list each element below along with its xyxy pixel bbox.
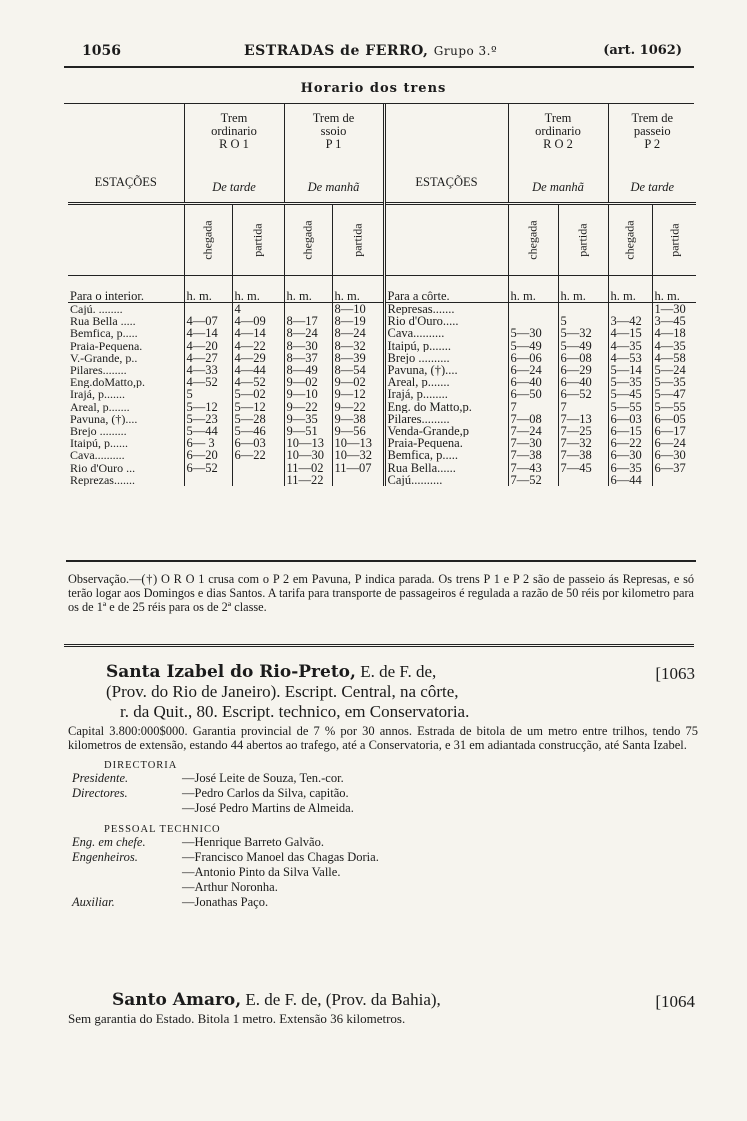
time-cell: 11—02	[284, 462, 332, 474]
dep-label	[652, 204, 696, 276]
time-cell: 6—35	[608, 462, 652, 474]
timetable-title: Horario dos trens	[300, 81, 447, 96]
time-cell: 4—53	[608, 352, 652, 364]
table-row	[68, 376, 696, 388]
time-cell: 11—07	[332, 462, 384, 474]
pessoal-title: PESSOAL TECHNICO	[104, 824, 221, 835]
time-cell: 5—46	[232, 425, 284, 437]
time-cell: 8—10	[332, 303, 384, 316]
time-cell: 5—55	[608, 401, 652, 413]
time-cell	[184, 474, 232, 486]
table-row	[68, 462, 696, 474]
time-cell: 5—47	[652, 388, 696, 400]
station-cell: Irajá, p.......	[70, 388, 125, 401]
pessoal-row	[72, 865, 698, 880]
time-cell	[232, 474, 284, 486]
time-cell: 6—30	[652, 449, 696, 461]
time-cell: 3—42	[608, 315, 652, 327]
station-cell: Pilares.........	[384, 413, 508, 425]
time-cell: 9—22	[284, 401, 332, 413]
dep-text: partida	[350, 223, 365, 257]
time-cell: 8—39	[332, 352, 384, 364]
time-cell	[332, 474, 384, 486]
role: Auxiliar.	[72, 895, 115, 909]
station-cell: Eng.doMatto,p.	[70, 376, 145, 389]
running-title	[244, 43, 497, 59]
time-cell: 5—35	[652, 376, 696, 388]
station-cell: Bemfica, p.....	[70, 327, 138, 340]
time-cell: 9—12	[332, 388, 384, 400]
time-cell: 9—22	[332, 401, 384, 413]
pessoal-row	[72, 895, 698, 910]
header-rule	[64, 66, 694, 68]
time-cell: 5—49	[558, 340, 608, 352]
time-cell: 5—14	[608, 364, 652, 376]
hm-label: h. m.	[232, 276, 284, 303]
train-ro1-sub: ordinario	[211, 124, 257, 138]
station-cell: Irajá, p........	[384, 388, 508, 400]
table-row	[68, 401, 696, 413]
time-cell: 6—30	[608, 449, 652, 461]
directoria-row	[72, 771, 698, 786]
person: —Pedro Carlos da Silva, capitão.	[182, 786, 349, 800]
time-cell: 8—24	[332, 327, 384, 339]
table-row	[68, 315, 696, 327]
table-row	[68, 388, 696, 400]
time-cell: 4—14	[232, 327, 284, 339]
observation-note: Observação.—(†) O R O 1 crusa com o P 2 em Pavuna, P indica parada. Os trens P 1 e P 2 são de passeio ás Represas, e só terão logar aos Domingos e dias Santos. A tarifa para transporte de passageiros é regulada a razão de 50 réis por kilometro para os de 1ª e de 25 réis para os de 2ª classe.	[68, 572, 694, 614]
station-cell: Eng. do Matto,p.	[384, 401, 508, 413]
person: —Arthur Noronha.	[182, 880, 278, 894]
table-row	[68, 425, 696, 437]
time-cell: 7—45	[558, 462, 608, 474]
time-cell	[558, 474, 608, 486]
arr-text: chegada	[525, 220, 540, 260]
time-cell: 6—22	[232, 449, 284, 461]
station-cell: Cajú..........	[384, 474, 508, 486]
company-1064-desc: Sem garantia do Estado. Bitola 1 metro. Extensão 36 kilometros.	[68, 1011, 406, 1026]
time-cell: 5—55	[652, 401, 696, 413]
train-p2-header	[608, 104, 696, 172]
time-cell: 5—44	[184, 425, 232, 437]
time-cell: 1—30	[652, 303, 696, 316]
company-1063-type: E. de F. de,	[360, 662, 437, 681]
station-cell: Rio d'Ouro ...	[70, 461, 136, 474]
time-cell: 10—30	[284, 449, 332, 461]
train-ro2-header	[508, 104, 608, 172]
train-ro1-name: Trem	[220, 111, 248, 125]
table-row	[68, 449, 696, 461]
timetable	[68, 104, 696, 486]
time-cell: 6—06	[508, 352, 558, 364]
time-cell: 6—22	[608, 437, 652, 449]
station-cell: Cava..........	[70, 449, 125, 462]
train-p2-code: P 2	[644, 137, 661, 151]
arr-dep-row	[68, 204, 696, 276]
station-cell: Rua Bella......	[384, 462, 508, 474]
arr-text: chegada	[200, 220, 215, 260]
hm-label: h. m.	[184, 276, 232, 303]
station-cell: Areal, p.......	[384, 376, 508, 388]
time-cell: 8—30	[284, 340, 332, 352]
direction-left: Para o interior.	[68, 276, 184, 303]
time-cell: 7—43	[508, 462, 558, 474]
time-cell: 9—10	[284, 388, 332, 400]
train-p1-header	[284, 104, 384, 172]
time-cell: 5—23	[184, 413, 232, 425]
time-cell: 8—24	[284, 327, 332, 339]
time-cell: 7—38	[558, 449, 608, 461]
time-cell: 6—40	[508, 376, 558, 388]
time-cell: 4—33	[184, 364, 232, 376]
time-cell: 6— 3	[184, 437, 232, 449]
time-cell: 6—44	[608, 474, 652, 486]
person: —Antonio Pinto da Silva Valle.	[182, 865, 341, 879]
time-cell: 5—30	[508, 327, 558, 339]
time-cell: 6—52	[184, 462, 232, 474]
dep-label	[332, 204, 384, 276]
time-cell: 6—52	[558, 388, 608, 400]
hm-label: h. m.	[652, 276, 696, 303]
company-1063-line1	[68, 662, 698, 682]
p2-time-of-day: De tarde	[608, 172, 696, 204]
time-cell: 5—35	[608, 376, 652, 388]
company-1064-line1	[68, 990, 698, 1010]
time-cell: 8—49	[284, 364, 332, 376]
time-cell: 4	[232, 303, 284, 316]
role: Engenheiros.	[72, 850, 138, 864]
station-cell: Cajú. ........	[70, 302, 123, 316]
time-cell: 4—07	[184, 315, 232, 327]
time-cell: 3—45	[652, 315, 696, 327]
dep-text: partida	[250, 223, 265, 257]
station-cell: Bemfica, p.....	[384, 449, 508, 461]
arr-label	[184, 204, 232, 276]
train-p2-name: Trem de	[631, 111, 674, 125]
hm-label: h. m.	[332, 276, 384, 303]
direction-row	[68, 276, 696, 303]
role: Eng. em chefe.	[72, 835, 146, 849]
time-cell: 6—37	[652, 462, 696, 474]
role: Presidente.	[72, 771, 129, 785]
train-p1-name: Trem de	[312, 111, 355, 125]
pessoal-row	[72, 835, 698, 850]
pessoal-row	[72, 880, 698, 895]
time-cell: 4—52	[184, 376, 232, 388]
company-1064	[68, 990, 698, 1026]
time-cell: 10—32	[332, 449, 384, 461]
time-cell: 5—45	[608, 388, 652, 400]
time-cell: 7—25	[558, 425, 608, 437]
stations-header-right	[384, 104, 508, 204]
station-cell: Itaipú, p.......	[384, 340, 508, 352]
directoria-title: DIRECTORIA	[104, 760, 178, 771]
time-cell: 8—19	[332, 315, 384, 327]
hm-label: h. m.	[508, 276, 558, 303]
time-cell: 5—12	[184, 401, 232, 413]
table-row	[68, 413, 696, 425]
running-header	[64, 41, 694, 65]
station-cell: Venda-Grande,p	[384, 425, 508, 437]
person: —Francisco Manoel das Chagas Doria.	[182, 850, 379, 864]
company-1063-line3: r. da Quit., 80. Escript. technico, em Conservatoria.	[120, 702, 470, 721]
time-cell: 6—24	[508, 364, 558, 376]
station-cell: Pavuna, (†)....	[70, 412, 138, 426]
station-cell: Brejo .........	[70, 425, 127, 438]
dep-label	[232, 204, 284, 276]
ro1-time-of-day: De tarde	[184, 172, 284, 204]
table-row	[68, 352, 696, 364]
station-cell: Itaipú, p......	[70, 437, 128, 450]
time-cell: 7—13	[558, 413, 608, 425]
table-row	[68, 364, 696, 376]
station-cell: Pilares........	[70, 364, 127, 377]
hm-label: h. m.	[608, 276, 652, 303]
company-1063-line2: (Prov. do Rio de Janeiro). Escript. Central, na côrte,	[106, 682, 459, 701]
time-cell: 5—28	[232, 413, 284, 425]
running-title-text: ESTRADAS de FERRO,	[244, 43, 429, 59]
train-ro2-sub: ordinario	[535, 124, 581, 138]
arr-label	[608, 204, 652, 276]
time-cell: 7—30	[508, 437, 558, 449]
time-cell	[184, 303, 232, 316]
directoria-row	[72, 801, 698, 816]
time-cell	[508, 303, 558, 316]
person: —Jonathas Paço.	[182, 895, 269, 909]
stations-label-right: ESTAÇÕES	[415, 175, 478, 189]
time-cell: 4—20	[184, 340, 232, 352]
company-1063	[68, 662, 698, 910]
station-cell: Praia-Pequena.	[70, 339, 143, 352]
company-1064-type: E. de F. de, (Prov. da Bahia),	[245, 990, 441, 1009]
table-row	[68, 340, 696, 352]
time-cell: 10—13	[284, 437, 332, 449]
time-cell: 6—29	[558, 364, 608, 376]
time-cell	[508, 315, 558, 327]
time-cell: 4—35	[608, 340, 652, 352]
time-cell: 7—08	[508, 413, 558, 425]
time-cell: 6—03	[232, 437, 284, 449]
station-cell: Brejo ..........	[384, 352, 508, 364]
train-p2-sub: passeio	[633, 124, 671, 138]
arr-text: chegada	[300, 220, 315, 260]
time-cell: 8—17	[284, 315, 332, 327]
station-cell: Rio d'Ouro.....	[384, 315, 508, 327]
time-cell: 5—12	[232, 401, 284, 413]
blank-cell	[68, 204, 184, 276]
train-p1-code: P 1	[325, 137, 342, 151]
time-cell: 9—56	[332, 425, 384, 437]
hm-label: h. m.	[558, 276, 608, 303]
time-cell: 6—20	[184, 449, 232, 461]
time-cell: 9—51	[284, 425, 332, 437]
time-cell: 9—35	[284, 413, 332, 425]
article-ref: (art. 1062)	[603, 43, 682, 58]
time-cell: 7—52	[508, 474, 558, 486]
time-cell: 7	[558, 401, 608, 413]
table-bottom-rule	[66, 560, 696, 562]
train-ro1-code: R O 1	[219, 137, 249, 151]
train-ro2-code: R O 2	[543, 137, 573, 151]
company-1063-name: Santa Izabel do Rio-Preto,	[106, 662, 356, 682]
page-number: 1056	[82, 43, 121, 59]
time-cell: 4—14	[184, 327, 232, 339]
station-cell: Areal, p.......	[70, 400, 130, 413]
time-cell: 8—54	[332, 364, 384, 376]
time-cell: 6—15	[608, 425, 652, 437]
time-cell: 4—29	[232, 352, 284, 364]
time-cell: 10—13	[332, 437, 384, 449]
station-cell: Praia-Pequena.	[384, 437, 508, 449]
table-row	[68, 474, 696, 486]
table-row	[68, 303, 696, 316]
time-cell: 5—24	[652, 364, 696, 376]
time-cell: 4—18	[652, 327, 696, 339]
group-label: Grupo 3.º	[433, 44, 498, 58]
time-cell: 4—22	[232, 340, 284, 352]
station-cell: Represas.......	[384, 303, 508, 316]
arr-label	[508, 204, 558, 276]
pessoal-row	[72, 850, 698, 865]
train-p1-sub: ssoio	[320, 124, 347, 138]
time-cell: 4—15	[608, 327, 652, 339]
company-1064-number: [1064	[655, 992, 695, 1011]
directoria-row	[72, 786, 698, 801]
time-cell: 6—40	[558, 376, 608, 388]
time-cell	[232, 462, 284, 474]
company-1064-name: Santo Amaro,	[112, 990, 242, 1010]
time-cell: 9—02	[332, 376, 384, 388]
station-cell: Cava..........	[384, 327, 508, 339]
company-1063-capital: Capital 3.800:000$000. Garantia provincial de 7 % por 30 annos. Estrada de bitola de um metro entre trilhos, tendo 75 kilometros de extensão, estando 44 abertos ao trafego, até a Conservatoria, e 31 em adiantada construcção, até Santa Izabel.	[68, 724, 698, 752]
arr-label	[284, 204, 332, 276]
ro2-time-of-day: De manhã	[508, 172, 608, 204]
time-cell: 4—35	[652, 340, 696, 352]
time-cell: 5	[184, 388, 232, 400]
person: —José Pedro Martins de Almeida.	[182, 801, 354, 815]
arr-text: chegada	[622, 220, 637, 260]
station-cell: Rua Bella .....	[70, 315, 136, 328]
time-cell: 11—22	[284, 474, 332, 486]
station-cell: Reprezas.......	[70, 473, 135, 487]
time-cell: 5—02	[232, 388, 284, 400]
company-1063-number: [1063	[655, 664, 695, 683]
time-cell: 6—24	[652, 437, 696, 449]
train-header-row	[68, 104, 696, 172]
time-cell: 4—27	[184, 352, 232, 364]
time-cell: 6—50	[508, 388, 558, 400]
table-row	[68, 437, 696, 449]
time-cell: 7—24	[508, 425, 558, 437]
hm-label: h. m.	[284, 276, 332, 303]
train-ro2-name: Trem	[544, 111, 572, 125]
table-row	[68, 327, 696, 339]
stations-header-left	[68, 104, 184, 204]
blank-cell	[384, 204, 508, 276]
direction-right: Para a côrte.	[384, 276, 508, 303]
p1-time-of-day: De manhã	[284, 172, 384, 204]
time-cell	[608, 303, 652, 316]
time-cell: 6—05	[652, 413, 696, 425]
time-cell: 4—52	[232, 376, 284, 388]
section-rule	[64, 644, 694, 647]
role: Directores.	[72, 786, 128, 800]
person: —José Leite de Souza, Ten.-cor.	[182, 771, 344, 785]
time-cell: 8—32	[332, 340, 384, 352]
time-cell	[652, 474, 696, 486]
timetable-body	[68, 303, 696, 487]
dep-text: partida	[667, 223, 682, 257]
train-ro1-header	[184, 104, 284, 172]
time-cell: 4—44	[232, 364, 284, 376]
station-cell: V.-Grande, p..	[70, 351, 138, 365]
time-cell: 8—37	[284, 352, 332, 364]
station-cell: Pavuna, (†)....	[384, 364, 508, 376]
time-cell: 5	[558, 315, 608, 327]
time-cell: 6—03	[608, 413, 652, 425]
time-cell: 7	[508, 401, 558, 413]
time-cell: 5—49	[508, 340, 558, 352]
person: —Henrique Barreto Galvão.	[182, 835, 324, 849]
pessoal-list	[72, 835, 698, 910]
dep-label	[558, 204, 608, 276]
dep-text: partida	[575, 223, 590, 257]
time-cell: 5—32	[558, 327, 608, 339]
time-cell: 6—08	[558, 352, 608, 364]
time-cell: 7—32	[558, 437, 608, 449]
time-cell: 9—38	[332, 413, 384, 425]
time-cell: 7—38	[508, 449, 558, 461]
time-cell: 9—02	[284, 376, 332, 388]
directoria-list	[72, 771, 698, 816]
time-cell	[284, 303, 332, 316]
time-cell: 4—09	[232, 315, 284, 327]
time-cell: 4—58	[652, 352, 696, 364]
time-cell	[558, 303, 608, 316]
stations-label-left: ESTAÇÕES	[94, 175, 157, 189]
time-cell: 6—17	[652, 425, 696, 437]
